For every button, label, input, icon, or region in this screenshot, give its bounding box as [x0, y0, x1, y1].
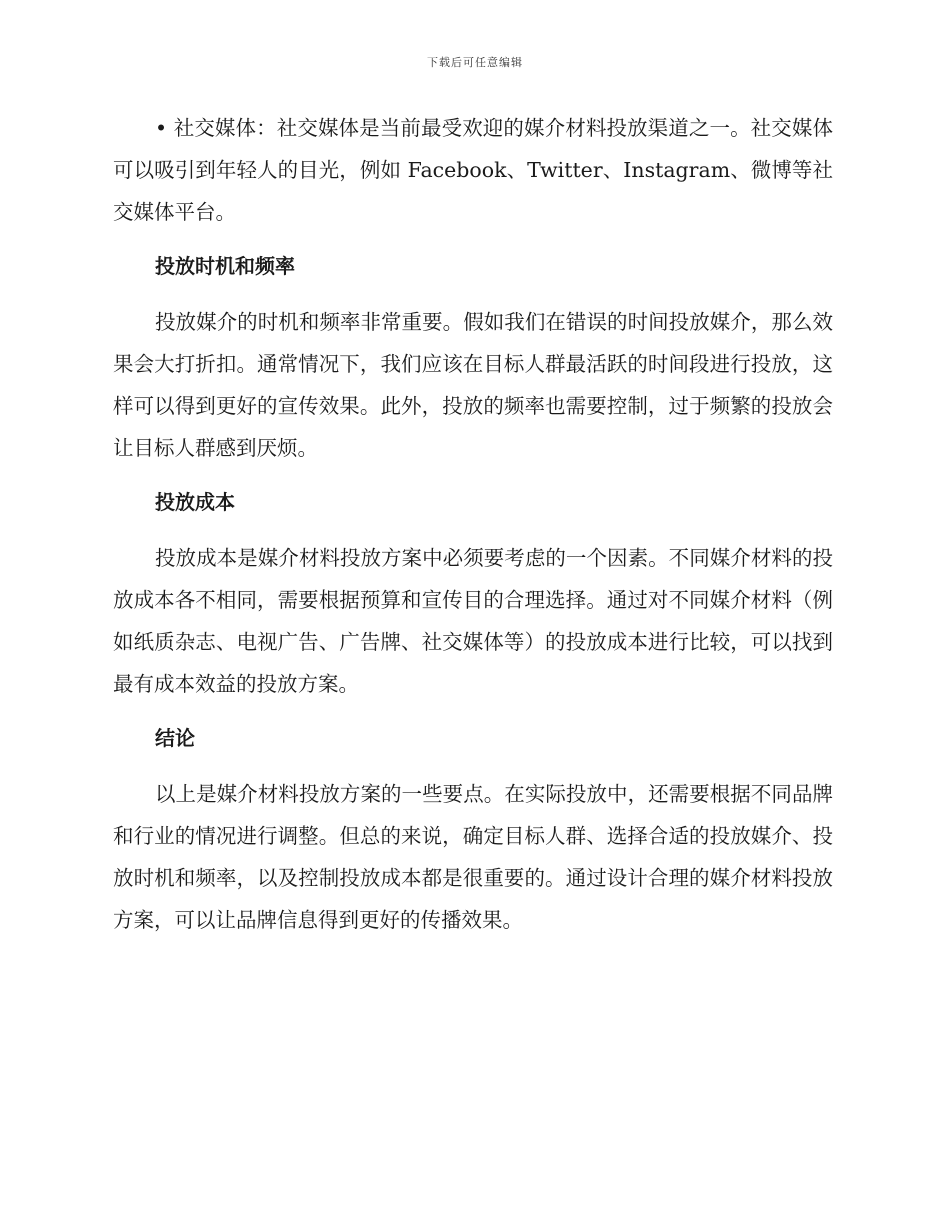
conclusion-heading: 结论	[155, 726, 195, 750]
social-media-paragraph: • 社交媒体：社交媒体是当前最受欢迎的媒介材料投放渠道之一。社交媒体可以吸引到年轻人的目光，例如 Facebook、Twitter、Instagram、微博等社交媒体平台。	[113, 116, 833, 224]
document-body	[113, 107, 833, 953]
cost-paragraph: 投放成本是媒介材料投放方案中必须要考虑的一个因素。不同媒介材料的投放成本各不相同，需要根据预算和宣传目的合理选择。通过对不同媒介材料（例如纸质杂志、电视广告、广告牌、社交媒体等）的投放成本进行比较，可以找到最有成本效益的投放方案。	[113, 546, 833, 696]
conclusion-paragraph: 以上是媒介材料投放方案的一些要点。在实际投放中，还需要根据不同品牌和行业的情况进行调整。但总的来说，确定目标人群、选择合适的投放媒介、投放时机和频率，以及控制投放成本都是很重要的。通过设计合理的媒介材料投放方案，可以让品牌信息得到更好的传播效果。	[113, 782, 833, 932]
cost-heading: 投放成本	[155, 490, 235, 514]
timing-heading: 投放时机和频率	[155, 254, 295, 278]
timing-paragraph: 投放媒介的时机和频率非常重要。假如我们在错误的时间投放媒介，那么效果会大打折扣。通常情况下，我们应该在目标人群最活跃的时间段进行投放，这样可以得到更好的宣传效果。此外，投放的频率也需要控制，过于频繁的投放会让目标人群感到厌烦。	[113, 310, 833, 460]
page-header: 下载后可任意编辑	[427, 56, 523, 69]
